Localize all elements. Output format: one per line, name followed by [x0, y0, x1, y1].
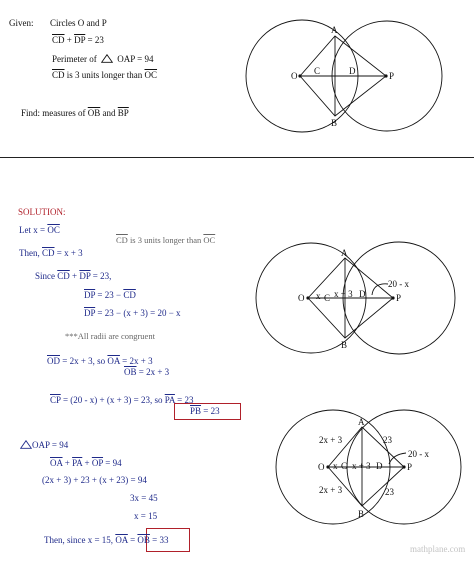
seg-cp: $\overline{CP}$ — [50, 395, 61, 405]
diagram-1-labels — [291, 25, 394, 128]
label-d: D — [376, 461, 383, 471]
label-d: D — [359, 289, 366, 299]
seg-dp: $\overline{DP}$ — [74, 35, 86, 45]
label-a: A — [358, 417, 365, 427]
label-ap-length: 23 — [383, 435, 392, 445]
seg-cd: $\overline{CD}$ — [116, 235, 128, 245]
oap-value: OAP = 94 — [32, 440, 69, 450]
label-p: P — [396, 293, 402, 303]
since-prefix: Since — [35, 271, 58, 281]
find-prefix: Find: measures of — [21, 108, 88, 118]
dp-expr: = 23 − — [95, 290, 124, 300]
label-x-plus-3: x + 3 — [334, 289, 353, 299]
point-p — [384, 74, 387, 77]
final-value: = 33 — [149, 535, 169, 545]
seg-cd: $\overline{CD}$ — [57, 271, 70, 281]
seg-dp: $\overline{DP}$ — [84, 308, 96, 318]
seg-od: $\overline{OD}$ — [47, 356, 60, 366]
diagram-3-labels — [318, 417, 429, 519]
label-x: x — [316, 291, 321, 301]
seg-oc: $\overline{OC}$ — [47, 225, 60, 235]
equation-2: 3x = 45 — [130, 493, 158, 503]
point-o — [306, 296, 309, 299]
label-o: O — [298, 293, 305, 303]
op-plus: + — [69, 271, 80, 281]
seg-pa: $\overline{PA}$ — [72, 458, 83, 468]
diagram-2 — [256, 242, 455, 354]
seg-dp: $\overline{DP}$ — [79, 271, 91, 281]
seg-oa: $\overline{OA}$ — [107, 356, 120, 366]
seg-bp: $\overline{BP}$ — [117, 108, 129, 118]
pb-value: = 23 — [201, 406, 220, 416]
dp-pointer — [372, 284, 388, 295]
label-p: P — [389, 71, 395, 81]
seg-ob: $\overline{OB}$ — [124, 367, 137, 377]
eq-value: = 23 — [85, 35, 104, 45]
seg-oa: $\overline{OA}$ — [115, 535, 128, 545]
final-prefix: Then, since x = 15, — [44, 535, 116, 545]
seg-cd: $\overline{CD}$ — [52, 35, 65, 45]
seg-cd: $\overline{CD}$ — [52, 70, 65, 80]
op-plus: + — [82, 458, 92, 468]
then-value: = x + 3 — [54, 248, 83, 258]
label-d: D — [349, 66, 356, 76]
seg-dp: $\overline{DP}$ — [84, 290, 96, 300]
label-a: A — [331, 25, 338, 35]
label-oa-length: 2x + 3 — [319, 435, 343, 445]
condition-text: is 3 units longer than — [64, 70, 145, 80]
point-o — [326, 465, 329, 468]
label-b: B — [341, 340, 348, 350]
seg-op: $\overline{OP}$ — [91, 458, 104, 468]
equation-3: x = 15 — [134, 511, 158, 521]
perimeter-prefix: Perimeter of — [52, 54, 97, 64]
ob-value: = 2x + 3 — [136, 367, 170, 377]
seg-ob: $\overline{OB}$ — [87, 108, 101, 118]
label-20-minus-x: 20 - x — [388, 279, 409, 289]
label-x: x — [333, 461, 338, 471]
note-text: is 3 units longer than — [127, 235, 204, 245]
od-expr: = 2x + 3, so — [60, 356, 108, 366]
watermark: mathplane.com — [410, 544, 466, 554]
label-ob-length: 2x + 3 — [319, 485, 343, 495]
label-bp-length: 23 — [385, 487, 394, 497]
seg-oc: $\overline{OC}$ — [144, 70, 158, 80]
seg-pa: $\overline{PA}$ — [164, 395, 175, 405]
solution-heading: SOLUTION: — [18, 207, 66, 217]
perimeter-value: OAP = 94 — [117, 54, 154, 64]
op-equals: = — [127, 535, 138, 545]
pa-value: = 23 — [174, 395, 194, 405]
point-o — [298, 74, 301, 77]
label-o: O — [291, 71, 298, 81]
label-x-plus-3: x + 3 — [352, 461, 371, 471]
label-c: C — [341, 461, 348, 471]
radii-note: ***All radii are congruent — [65, 331, 155, 341]
label-b: B — [358, 509, 365, 519]
dp-expr: = 23 − (x + 3) = 20 − x — [95, 308, 181, 318]
seg-oa: $\overline{OA}$ — [50, 458, 63, 468]
cp-expr: = (20 - x) + (x + 3) = 23, so — [60, 395, 165, 405]
given-label: Given: — [9, 18, 34, 28]
let-prefix: Let x = — [19, 225, 48, 235]
sum-value: = 94 — [103, 458, 122, 468]
label-c: C — [314, 66, 321, 76]
point-p — [402, 465, 405, 468]
seg-ob: $\overline{OB}$ — [137, 535, 150, 545]
label-a: A — [341, 248, 348, 258]
label-b: B — [331, 118, 338, 128]
since-value: = 23, — [90, 271, 112, 281]
oa-value: = 2x + 3 — [119, 356, 153, 366]
diagram-1 — [246, 20, 442, 132]
given-title: Circles O and P — [50, 18, 107, 28]
then-prefix: Then, — [19, 248, 42, 258]
label-o: O — [318, 462, 325, 472]
op-plus: + — [64, 35, 75, 45]
seg-cd: $\overline{CD}$ — [42, 248, 55, 258]
equation-1: (2x + 3) + 23 + (x + 23) = 94 — [42, 475, 147, 485]
op-plus: + — [62, 458, 73, 468]
seg-oc: $\overline{OC}$ — [203, 235, 216, 245]
point-p — [391, 296, 394, 299]
label-p: P — [407, 462, 413, 472]
seg-cd: $\overline{CD}$ — [123, 290, 136, 300]
seg-pb: $\overline{PB}$ — [190, 406, 202, 416]
label-20-minus-x: 20 - x — [408, 449, 429, 459]
label-c: C — [324, 293, 331, 303]
find-and: and — [100, 108, 118, 118]
